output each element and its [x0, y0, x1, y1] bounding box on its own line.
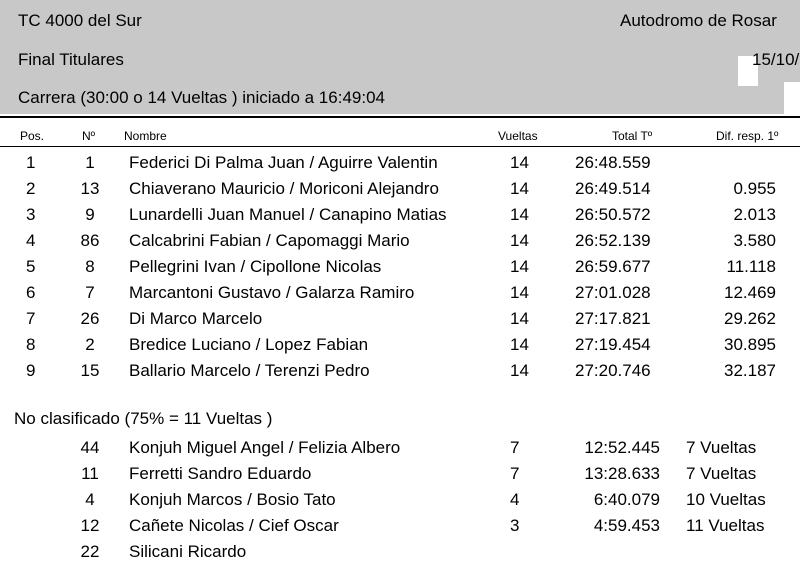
- car-number: 44: [80, 438, 100, 457]
- gap-to-leader: 2.013: [733, 205, 776, 224]
- race-info: Carrera (30:00 o 14 Vueltas ) iniciado a 16:49:04: [18, 88, 385, 107]
- car-number: 8: [85, 257, 95, 276]
- total-time: 6:40.079: [593, 490, 660, 509]
- car-number: 22: [80, 542, 100, 561]
- position: 1: [26, 153, 36, 172]
- position: 4: [26, 231, 36, 250]
- car-number: 13: [80, 179, 100, 198]
- car-number: 7: [85, 283, 95, 302]
- total-time: 26:59.677: [575, 257, 651, 276]
- table-row: [0, 153, 800, 179]
- column-header-name: Nombre: [124, 129, 167, 143]
- event-title: TC 4000 del Sur: [18, 11, 142, 30]
- gap-to-leader: 12.469: [724, 283, 776, 302]
- laps: 14: [510, 257, 529, 276]
- driver-name: Bredice Luciano / Lopez Fabian: [129, 335, 369, 354]
- position: 3: [26, 205, 36, 224]
- driver-name: Di Marco Marcelo: [129, 309, 263, 328]
- laps: 14: [510, 335, 529, 354]
- column-header-total: Total Tº: [612, 129, 653, 143]
- table-row: [0, 283, 800, 309]
- laps: 14: [510, 179, 529, 198]
- driver-name: Ballario Marcelo / Terenzi Pedro: [129, 361, 370, 380]
- driver-name: Konjuh Marcos / Bosio Tato: [129, 490, 336, 509]
- car-number: 15: [80, 361, 100, 380]
- table-row: [0, 516, 800, 542]
- driver-name: Chiaverano Mauricio / Moriconi Alejandro: [129, 179, 439, 198]
- table-row: [0, 335, 800, 361]
- position: 5: [26, 257, 36, 276]
- laps: 14: [510, 309, 529, 328]
- laps: 7: [510, 464, 520, 483]
- total-time: 12:52.445: [584, 438, 660, 457]
- venue-name: Autodromo de Rosar: [620, 11, 777, 30]
- total-time: 27:17.821: [575, 309, 651, 328]
- header-divider: [0, 116, 800, 118]
- laps: 14: [510, 205, 529, 224]
- driver-name: Calcabrini Fabian / Capomaggi Mario: [129, 231, 410, 250]
- column-header-laps: Vueltas: [498, 129, 538, 143]
- table-row: [0, 309, 800, 335]
- position: 2: [26, 179, 36, 198]
- laps-behind: 7 Vueltas: [686, 464, 757, 483]
- car-number: 9: [85, 205, 95, 224]
- session-name: Final Titulares: [18, 50, 124, 69]
- gap-to-leader: 32.187: [724, 361, 776, 380]
- table-row: [0, 179, 800, 205]
- column-header-diff: Dif. resp. 1º: [716, 129, 779, 143]
- driver-name: Federici Di Palma Juan / Aguirre Valentin: [129, 153, 438, 172]
- laps: 3: [510, 516, 520, 535]
- laps: 7: [510, 438, 520, 457]
- driver-name: Lunardelli Juan Manuel / Canapino Matias: [129, 205, 447, 224]
- car-number: 26: [80, 309, 100, 328]
- position: 9: [26, 361, 36, 380]
- laps: 14: [510, 153, 529, 172]
- table-row: [0, 205, 800, 231]
- position: 6: [26, 283, 36, 302]
- laps: 4: [510, 490, 520, 509]
- total-time: 26:52.139: [575, 231, 651, 250]
- car-number: 86: [80, 231, 100, 250]
- table-row: [0, 257, 800, 283]
- laps-behind: 7 Vueltas: [686, 438, 757, 457]
- driver-name: Marcantoni Gustavo / Galarza Ramiro: [129, 283, 415, 302]
- results-header: [0, 0, 800, 114]
- total-time: 26:49.514: [575, 179, 651, 198]
- total-time: 4:59.453: [593, 516, 660, 535]
- driver-name: Silicani Ricardo: [129, 542, 247, 561]
- gap-to-leader: 11.118: [726, 257, 776, 276]
- laps-behind: 10 Vueltas: [686, 490, 766, 509]
- position: 7: [26, 309, 36, 328]
- table-row: [0, 542, 800, 568]
- car-number: 1: [85, 153, 95, 172]
- gap-to-leader: 29.262: [724, 309, 776, 328]
- laps-behind: 11 Vueltas: [686, 516, 765, 535]
- total-time: 13:28.633: [584, 464, 660, 483]
- gap-to-leader: 3.580: [733, 231, 776, 250]
- laps: 14: [510, 361, 529, 380]
- car-number: 11: [81, 464, 99, 483]
- column-header-pos: Pos.: [20, 129, 45, 143]
- table-row: [0, 438, 800, 464]
- total-time: 27:20.746: [575, 361, 651, 380]
- column-header-num: Nº: [82, 129, 96, 143]
- gap-to-leader: 0.955: [733, 179, 776, 198]
- total-time: 27:01.028: [575, 283, 651, 302]
- table-row: [0, 361, 800, 387]
- driver-name: Ferretti Sandro Eduardo: [129, 464, 312, 483]
- car-number: 4: [85, 490, 95, 509]
- header-blank-patch-2: [784, 82, 800, 114]
- driver-name: Cañete Nicolas / Cief Oscar: [129, 516, 339, 535]
- total-time: 26:50.572: [575, 205, 651, 224]
- laps: 14: [510, 231, 529, 250]
- event-date: 15/10/: [752, 50, 800, 69]
- position: 8: [26, 335, 36, 354]
- car-number: 2: [85, 335, 95, 354]
- car-number: 12: [80, 516, 100, 535]
- laps: 14: [510, 283, 529, 302]
- column-divider: [0, 146, 800, 147]
- table-row: [0, 231, 800, 257]
- gap-to-leader: 30.895: [724, 335, 776, 354]
- total-time: 26:48.559: [575, 153, 651, 172]
- driver-name: Konjuh Miguel Angel / Felizia Albero: [129, 438, 401, 457]
- driver-name: Pellegrini Ivan / Cipollone Nicolas: [129, 257, 382, 276]
- not-classified-label: No clasificado (75% = 11 Vueltas ): [14, 409, 273, 428]
- total-time: 27:19.454: [575, 335, 651, 354]
- table-row: [0, 464, 800, 490]
- table-row: [0, 490, 800, 516]
